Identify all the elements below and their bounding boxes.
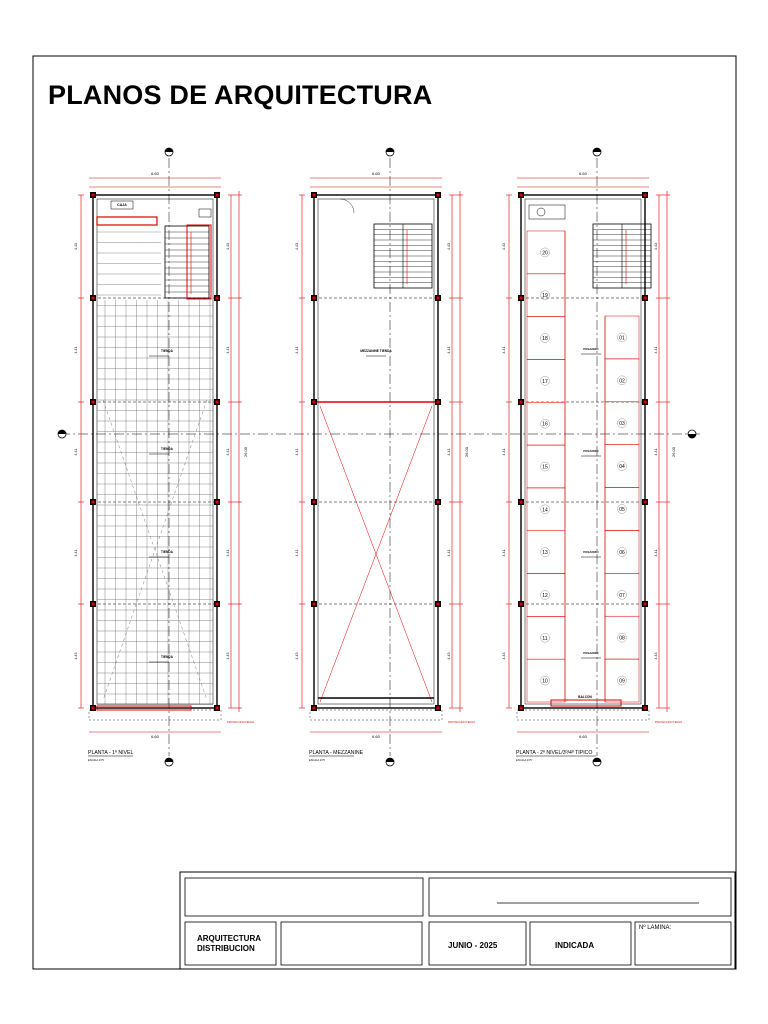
dim-span-3: 4.41 <box>295 448 299 456</box>
column-core <box>216 501 219 504</box>
axis-bubble-right <box>688 430 696 438</box>
dim-span-right-1: 4.43 <box>447 243 451 250</box>
dim-overall-width-bottom: 6.60 <box>151 734 159 739</box>
column-core <box>644 707 647 710</box>
dim-span-right-4: 4.41 <box>654 549 658 557</box>
interior-wall-line <box>97 199 213 704</box>
roof-projection <box>517 710 649 720</box>
axis-bubble-fill <box>593 148 601 152</box>
axis-bubble-fill <box>386 148 394 152</box>
sheet-title: PLANOS DE ARQUITECTURA <box>48 80 433 110</box>
dim-span-right-3: 4.41 <box>654 448 658 456</box>
dim-span-4: 4.41 <box>74 549 78 557</box>
column-core <box>216 707 219 710</box>
dim-span-1: 4.43 <box>502 243 506 250</box>
title-block-cell-top-right <box>429 878 731 916</box>
interior-wall-line <box>318 199 434 704</box>
stall-number: 09 <box>619 678 625 685</box>
column-core <box>92 603 95 606</box>
dim-span-4: 4.41 <box>502 549 506 557</box>
axis-bubble-fill <box>165 148 173 152</box>
dim-span-right-5: 4.43 <box>654 652 658 660</box>
dim-span-2: 4.41 <box>502 346 506 354</box>
dim-overall-width-bottom: 6.60 <box>372 734 380 739</box>
column-core <box>644 297 647 300</box>
column-core <box>313 707 316 710</box>
aisle-label: PASADIZO <box>583 651 599 655</box>
cashier-label: CAJA <box>117 203 127 207</box>
balcony-label: BALCON <box>578 695 592 699</box>
title-block-cell-top-left <box>185 878 423 916</box>
dim-overall-length: 26.00 <box>243 446 248 458</box>
dim-span-2: 4.41 <box>295 346 299 354</box>
dim-span-right-5: 4.43 <box>447 652 451 660</box>
column-core <box>313 194 316 197</box>
stall-number: 10 <box>542 678 548 685</box>
dim-span-right-4: 4.41 <box>226 549 230 557</box>
column-core <box>644 501 647 504</box>
dim-span-right-5: 4.43 <box>226 652 230 660</box>
dim-span-1: 4.43 <box>295 243 299 250</box>
axis-bubble-left <box>58 430 66 438</box>
title-block-sheet-name: DISTRIBUCION <box>197 944 255 953</box>
dim-span-right-2: 4.41 <box>226 346 230 354</box>
column-core <box>520 707 523 710</box>
axis-bubble-fill <box>386 758 394 762</box>
dim-span-right-2: 4.41 <box>654 346 658 354</box>
plan-first-floor <box>74 148 254 766</box>
dim-overall-width: 6.60 <box>579 171 587 176</box>
column-core <box>644 194 647 197</box>
room-label: TIENDA <box>161 550 173 554</box>
column-core <box>92 297 95 300</box>
room-label: TIENDA <box>161 349 173 353</box>
stall-number: 14 <box>542 507 548 514</box>
stall-number: 11 <box>542 635 548 642</box>
aisle-label: PASADIZO <box>583 550 599 554</box>
column-core <box>520 297 523 300</box>
dim-overall-width: 6.60 <box>372 171 380 176</box>
column-core <box>437 603 440 606</box>
dim-overall-width-bottom: 6.60 <box>579 734 587 739</box>
stall-number: 04 <box>619 464 625 471</box>
service-area <box>529 205 565 219</box>
roof-projection <box>310 710 442 720</box>
dim-span-2: 4.41 <box>74 346 78 354</box>
room-label: TIENDA <box>161 655 173 659</box>
roof-projection <box>89 710 221 720</box>
column-core <box>92 707 95 710</box>
column-core <box>437 297 440 300</box>
axis-bubble-fill <box>165 758 173 762</box>
column-core <box>644 603 647 606</box>
stall-number: 03 <box>619 421 625 428</box>
column-core <box>216 603 219 606</box>
stall-number: 13 <box>542 550 548 557</box>
balcony <box>551 700 621 706</box>
stall-number: 16 <box>542 421 548 428</box>
room-label: MEZZANINE TIENDA <box>360 349 392 353</box>
column-core <box>313 297 316 300</box>
aisle-label: PASADIZO <box>583 449 599 453</box>
column-core <box>520 401 523 404</box>
dim-span-3: 4.41 <box>74 448 78 456</box>
sheet-border <box>33 56 736 969</box>
column-core <box>313 603 316 606</box>
column-core <box>216 297 219 300</box>
column-core <box>437 401 440 404</box>
column-core <box>437 707 440 710</box>
title-block-date: JUNIO - 2025 <box>448 941 498 950</box>
dim-span-right-1: 4.43 <box>654 243 658 250</box>
stall-number: 17 <box>542 378 548 385</box>
dim-overall-length: 26.00 <box>671 446 676 458</box>
dim-span-4: 4.41 <box>295 549 299 557</box>
dim-span-5: 4.43 <box>74 652 78 660</box>
title-block-project-name: ARQUITECTURA <box>197 934 261 943</box>
column-core <box>216 401 219 404</box>
stall-number: 12 <box>542 592 548 599</box>
roof-projection-label: PROYECCION TECHO <box>227 721 255 724</box>
door-swing <box>340 199 354 213</box>
toilet <box>537 208 545 216</box>
dim-span-right-4: 4.41 <box>447 549 451 557</box>
roof-projection-label: PROYECCION TECHO <box>448 721 476 724</box>
dim-span-right-3: 4.41 <box>447 448 451 456</box>
column-core <box>644 401 647 404</box>
title-block-cell-blank <box>281 922 422 965</box>
stall-number: 19 <box>542 293 548 300</box>
plan-scale-note: ESCALA 1/75 <box>309 759 325 762</box>
sink <box>199 209 211 217</box>
column-core <box>313 401 316 404</box>
plan-caption: PLANTA - 1º NIVEL <box>88 750 134 756</box>
dim-span-5: 4.43 <box>502 652 506 660</box>
stall-number: 06 <box>619 549 625 556</box>
plan-scale-note: ESCALA 1/75 <box>88 759 104 762</box>
column-core <box>92 501 95 504</box>
plan-scale-note: ESCALA 1/75 <box>516 759 532 762</box>
dim-span-right-3: 4.41 <box>226 448 230 456</box>
stall-number: 15 <box>542 464 548 471</box>
title-block-scale: INDICADA <box>555 941 595 950</box>
title-block-sheet-number-label: Nº LAMINA: <box>639 925 672 931</box>
stall-number: 02 <box>619 378 625 385</box>
room-label: TIENDA <box>161 447 173 451</box>
stall-number: 07 <box>619 592 625 599</box>
axis-bubble-fill <box>593 758 601 762</box>
column-core <box>437 194 440 197</box>
plan-mezzanine <box>295 148 475 766</box>
column-core <box>520 194 523 197</box>
aisle-label: PASADIZO <box>583 347 599 351</box>
stall-number: 18 <box>542 336 548 343</box>
dim-overall-width: 6.60 <box>151 171 159 176</box>
column-core <box>437 501 440 504</box>
service-counter <box>97 217 157 225</box>
column-core <box>313 501 316 504</box>
stall-number: 01 <box>619 335 625 342</box>
plan-caption: PLANTA - MEZZANINE <box>309 750 364 756</box>
column-core <box>520 603 523 606</box>
roof-projection-label: PROYECCION TECHO <box>655 721 683 724</box>
column-core <box>92 401 95 404</box>
dim-span-right-1: 4.43 <box>226 243 230 250</box>
column-core <box>216 194 219 197</box>
stall-number: 05 <box>619 507 625 513</box>
plan-caption: PLANTA - 2º NIVEL/3º/4º TIPICO <box>516 750 593 756</box>
column-core <box>520 501 523 504</box>
plans-layer <box>74 148 682 766</box>
dim-span-1: 4.43 <box>74 243 78 250</box>
stall-number: 08 <box>619 635 625 642</box>
plan-typical-floor <box>502 148 682 766</box>
dim-span-right-2: 4.41 <box>447 346 451 354</box>
dim-overall-length: 26.00 <box>464 446 469 458</box>
dim-span-5: 4.43 <box>295 652 299 660</box>
column-core <box>92 194 95 197</box>
dim-span-3: 4.41 <box>502 448 506 456</box>
title-block <box>180 872 735 969</box>
stall-number: 20 <box>542 250 548 257</box>
